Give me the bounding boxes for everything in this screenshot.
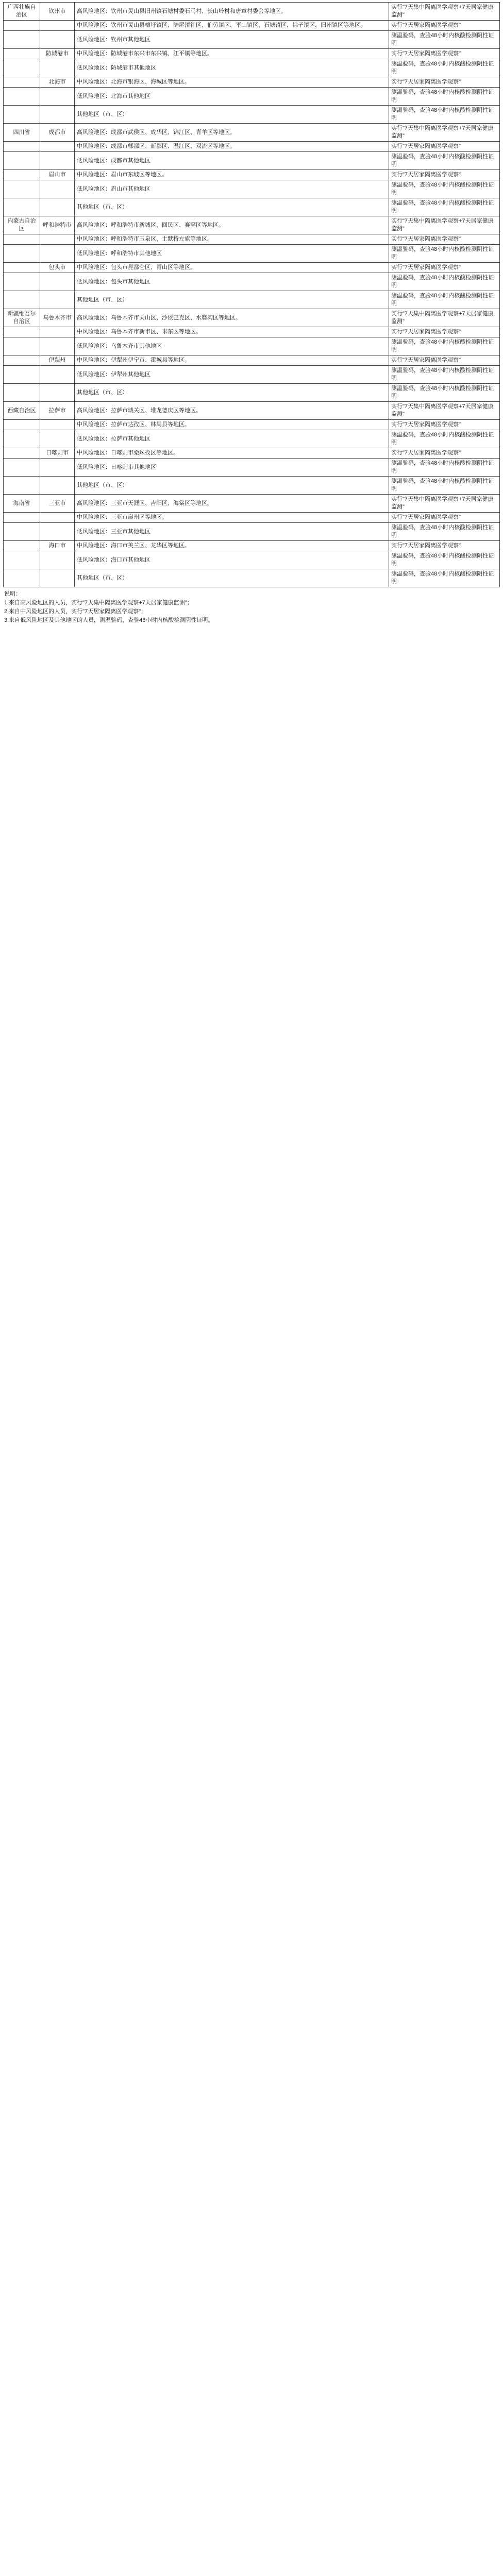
cell-note: 测温验码，查验48小时内核酸检测阴性证明: [389, 384, 500, 402]
risk-table: [3, 2, 500, 587]
table-row: [4, 459, 500, 477]
table-row: [4, 152, 500, 170]
cell-detail: 高风险地区：拉萨市城关区、堆龙德庆区等地区。: [75, 402, 389, 420]
cell-region: 海南省: [4, 495, 40, 513]
cell-region: [4, 106, 40, 124]
cell-note: 测温验码，查验48小时内核酸检测阴性证明: [389, 59, 500, 77]
cell-city: [40, 245, 75, 263]
table-row: [4, 3, 500, 21]
cell-city: [40, 384, 75, 402]
cell-detail: 其他地区（市、区）: [75, 106, 389, 124]
cell-note: 测温验码，查验48小时内核酸检测阴性证明: [389, 459, 500, 477]
cell-note: 实行"7天居家隔离医学观察": [389, 49, 500, 59]
table-row: [4, 513, 500, 523]
cell-note: 测温验码，查验48小时内核酸检测阴性证明: [389, 180, 500, 198]
cell-detail: 中风险地区：伊犁州伊宁市、霍城县等地区。: [75, 355, 389, 366]
cell-city: [40, 551, 75, 569]
cell-city: 北海市: [40, 77, 75, 88]
cell-city: [40, 477, 75, 495]
cell-note: 实行"7天居家隔离医学观察": [389, 355, 500, 366]
cell-city: [40, 366, 75, 384]
table-row: [4, 170, 500, 180]
cell-region: [4, 523, 40, 541]
cell-city: [40, 430, 75, 448]
cell-city: 日喀则市: [40, 448, 75, 459]
cell-note: 实行"7天居家隔离医学观察": [389, 263, 500, 273]
cell-note: 测温验码，查验48小时内核酸检测阴性证明: [389, 551, 500, 569]
cell-note: 实行"7天居家隔离医学观察": [389, 327, 500, 337]
cell-detail: 低风险地区：乌鲁木齐市其他地区: [75, 337, 389, 355]
cell-city: [40, 88, 75, 106]
cell-detail: 中风险地区：成都市郫都区、新都区、温江区、双流区等地区。: [75, 142, 389, 152]
cell-detail: 中风险地区：北海市银海区、海城区等地区。: [75, 77, 389, 88]
cell-detail: 中风险地区：呼和浩特市玉泉区、土默特左旗等地区。: [75, 234, 389, 245]
table-row: [4, 541, 500, 551]
cell-region: [4, 142, 40, 152]
cell-detail: 低风险地区：拉萨市其他地区: [75, 430, 389, 448]
table-row: [4, 142, 500, 152]
table-row: [4, 21, 500, 31]
note-line: 说明：: [4, 591, 21, 597]
table-row: [4, 477, 500, 495]
cell-note: 测温验码，查验48小时内核酸检测阴性证明: [389, 198, 500, 216]
cell-region: [4, 551, 40, 569]
cell-region: [4, 59, 40, 77]
table-row: [4, 569, 500, 587]
cell-note: 实行"7天集中隔离医学观察+7天居家健康监测": [389, 216, 500, 234]
table-row: [4, 31, 500, 49]
cell-region: [4, 31, 40, 49]
cell-note: 测温验码，查验48小时内核酸检测阴性证明: [389, 477, 500, 495]
cell-detail: 低风险地区：日喀则市其他地区: [75, 459, 389, 477]
notes: [3, 587, 502, 629]
cell-detail: 低风险地区：北海市其他地区: [75, 88, 389, 106]
cell-region: [4, 477, 40, 495]
cell-note: 实行"7天居家隔离医学观察": [389, 541, 500, 551]
cell-city: 眉山市: [40, 170, 75, 180]
cell-note: 实行"7天居家隔离医学观察": [389, 234, 500, 245]
cell-note: 实行"7天居家隔离医学观察": [389, 513, 500, 523]
cell-region: [4, 448, 40, 459]
cell-detail: 中风险地区：包头市昆都仑区、青山区等地区。: [75, 263, 389, 273]
table-row: [4, 106, 500, 124]
cell-detail: 中风险地区：三亚市崖州区等地区。: [75, 513, 389, 523]
table-row: [4, 309, 500, 327]
cell-region: 四川省: [4, 124, 40, 142]
cell-city: 三亚市: [40, 495, 75, 513]
cell-detail: 中风险地区：眉山市东坡区等地区。: [75, 170, 389, 180]
cell-city: 防城港市: [40, 49, 75, 59]
cell-region: [4, 337, 40, 355]
cell-region: [4, 21, 40, 31]
cell-region: [4, 291, 40, 309]
cell-city: [40, 327, 75, 337]
cell-city: [40, 523, 75, 541]
cell-note: 测温验码，查验48小时内核酸检测阴性证明: [389, 152, 500, 170]
cell-region: [4, 198, 40, 216]
cell-detail: 低风险地区：成都市其他地区: [75, 152, 389, 170]
table-row: [4, 291, 500, 309]
table-row: [4, 88, 500, 106]
cell-note: 测温验码，查验48小时内核酸检测阴性证明: [389, 273, 500, 291]
cell-city: [40, 180, 75, 198]
cell-city: [40, 198, 75, 216]
table-row: [4, 448, 500, 459]
cell-region: [4, 384, 40, 402]
cell-city: 包头市: [40, 263, 75, 273]
table-row: [4, 495, 500, 513]
cell-city: [40, 459, 75, 477]
cell-region: 新疆维吾尔自治区: [4, 309, 40, 327]
cell-city: [40, 142, 75, 152]
table-row: [4, 263, 500, 273]
table-row: [4, 77, 500, 88]
cell-region: [4, 273, 40, 291]
cell-region: [4, 366, 40, 384]
cell-note: 实行"7天集中隔离医学观察+7天居家健康监测": [389, 124, 500, 142]
cell-detail: 其他地区（市、区）: [75, 198, 389, 216]
cell-region: [4, 180, 40, 198]
cell-detail: 高风险地区：成都市武侯区、成华区、锦江区、青羊区等地区。: [75, 124, 389, 142]
cell-city: 钦州市: [40, 3, 75, 21]
cell-city: [40, 31, 75, 49]
cell-region: 西藏自治区: [4, 402, 40, 420]
table-row: [4, 420, 500, 430]
cell-detail: 高风险地区：呼和浩特市新城区、回民区、赛罕区等地区。: [75, 216, 389, 234]
cell-city: [40, 513, 75, 523]
cell-city: 乌鲁木齐市: [40, 309, 75, 327]
table-row: [4, 234, 500, 245]
table-row: [4, 523, 500, 541]
cell-note: 测温验码，查验48小时内核酸检测阴性证明: [389, 291, 500, 309]
cell-region: [4, 77, 40, 88]
cell-note: 实行"7天居家隔离医学观察": [389, 170, 500, 180]
cell-city: 海口市: [40, 541, 75, 551]
cell-note: 实行"7天集中隔离医学观察+7天居家健康监测": [389, 402, 500, 420]
cell-detail: 低风险地区：伊犁州其他地区: [75, 366, 389, 384]
cell-city: [40, 291, 75, 309]
cell-detail: 中风险地区：日喀则市桑珠孜区等地区。: [75, 448, 389, 459]
cell-region: [4, 420, 40, 430]
note-line: 2.来自中风险地区的人员，实行"7天居家隔离医学观察"；: [4, 608, 147, 615]
table-row: [4, 551, 500, 569]
cell-region: [4, 569, 40, 587]
cell-city: 拉萨市: [40, 402, 75, 420]
cell-city: [40, 337, 75, 355]
cell-city: 成都市: [40, 124, 75, 142]
cell-detail: 低风险地区：呼和浩特市其他地区: [75, 245, 389, 263]
table-row: [4, 216, 500, 234]
cell-note: 实行"7天居家隔离医学观察": [389, 21, 500, 31]
cell-detail: 高风险地区：钦州市灵山县旧州镇石塘村委石马村、长山岭村和唐章村委会等地区。: [75, 3, 389, 21]
table-row: [4, 327, 500, 337]
cell-note: 测温验码，查验48小时内核酸检测阴性证明: [389, 337, 500, 355]
cell-note: 实行"7天居家隔离医学观察": [389, 448, 500, 459]
page: [0, 0, 503, 629]
cell-note: 测温验码，查验48小时内核酸检测阴性证明: [389, 88, 500, 106]
cell-note: 实行"7天集中隔离医学观察+7天居家健康监测": [389, 495, 500, 513]
cell-region: [4, 355, 40, 366]
cell-city: [40, 569, 75, 587]
table-row: [4, 337, 500, 355]
cell-city: [40, 21, 75, 31]
cell-detail: 高风险地区：三亚市天涯区、吉阳区、海棠区等地区。: [75, 495, 389, 513]
cell-city: [40, 106, 75, 124]
cell-city: [40, 234, 75, 245]
note-line: 1.来自高风险地区的人员，实行"7天集中隔离医学观察+7天居家健康监测"；: [4, 600, 193, 606]
cell-region: [4, 513, 40, 523]
cell-detail: 低风险地区：眉山市其他地区: [75, 180, 389, 198]
cell-detail: 中风险地区：防城港市东兴市东兴镇、江平镇等地区。: [75, 49, 389, 59]
cell-region: [4, 327, 40, 337]
cell-detail: 中风险地区：拉萨市达孜区、林周县等地区。: [75, 420, 389, 430]
cell-city: [40, 273, 75, 291]
cell-detail: 低风险地区：三亚市其他地区: [75, 523, 389, 541]
cell-note: 测温验码，查验48小时内核酸检测阴性证明: [389, 569, 500, 587]
cell-region: [4, 541, 40, 551]
table-row: [4, 402, 500, 420]
cell-detail: 高风险地区：乌鲁木齐市天山区、沙依巴克区、水磨沟区等地区。: [75, 309, 389, 327]
cell-region: [4, 234, 40, 245]
cell-city: [40, 420, 75, 430]
cell-region: [4, 459, 40, 477]
cell-region: 广西壮族自治区: [4, 3, 40, 21]
cell-note: 实行"7天集中隔离医学观察+7天居家健康监测": [389, 3, 500, 21]
cell-detail: 中风险地区：钦州市灵山县檀圩镇区、陆屋镇社区、伯劳镇区、平山镇区、石塘镇区、佛子镇区、旧州镇区等地区。: [75, 21, 389, 31]
cell-detail: 其他地区（市、区）: [75, 569, 389, 587]
cell-detail: 中风险地区：海口市美兰区、龙华区等地区。: [75, 541, 389, 551]
cell-detail: 其他地区（市、区）: [75, 477, 389, 495]
cell-detail: 低风险地区：防城港市其他地区: [75, 59, 389, 77]
cell-note: 测温验码，查验48小时内核酸检测阴性证明: [389, 106, 500, 124]
cell-note: 测温验码，查验48小时内核酸检测阴性证明: [389, 245, 500, 263]
cell-city: 伊犁州: [40, 355, 75, 366]
table-row: [4, 366, 500, 384]
cell-region: [4, 263, 40, 273]
table-row: [4, 384, 500, 402]
cell-city: [40, 152, 75, 170]
cell-note: 实行"7天居家隔离医学观察": [389, 77, 500, 88]
cell-note: 测温验码，查验48小时内核酸检测阴性证明: [389, 366, 500, 384]
table-row: [4, 124, 500, 142]
cell-note: 测温验码，查验48小时内核酸检测阴性证明: [389, 31, 500, 49]
table-row: [4, 180, 500, 198]
cell-note: 实行"7天居家隔离医学观察": [389, 142, 500, 152]
cell-city: 呼和浩特市: [40, 216, 75, 234]
table-row: [4, 273, 500, 291]
note-line: 3.来自低风险地区及其他地区的人员，测温验码，查验48小时内核酸检测阴性证明。: [4, 617, 214, 623]
cell-detail: 低风险地区：钦州市其他地区: [75, 31, 389, 49]
cell-detail: 低风险地区：包头市其他地区: [75, 273, 389, 291]
cell-detail: 中风险地区：乌鲁木齐市新市区、米东区等地区。: [75, 327, 389, 337]
cell-region: [4, 49, 40, 59]
cell-detail: 低风险地区：海口市其他地区: [75, 551, 389, 569]
cell-region: [4, 170, 40, 180]
cell-region: 内蒙古自治区: [4, 216, 40, 234]
cell-region: [4, 152, 40, 170]
cell-note: 测温验码，查验48小时内核酸检测阴性证明: [389, 523, 500, 541]
cell-region: [4, 88, 40, 106]
table-row: [4, 59, 500, 77]
cell-detail: 其他地区（市、区）: [75, 291, 389, 309]
table-row: [4, 245, 500, 263]
cell-detail: 其他地区（市、区）: [75, 384, 389, 402]
table-row: [4, 430, 500, 448]
table-row: [4, 198, 500, 216]
cell-note: 实行"7天居家隔离医学观察": [389, 420, 500, 430]
cell-region: [4, 430, 40, 448]
cell-note: 测温验码，查验48小时内核酸检测阴性证明: [389, 430, 500, 448]
table-row: [4, 355, 500, 366]
table-row: [4, 49, 500, 59]
cell-note: 实行"7天集中隔离医学观察+7天居家健康监测": [389, 309, 500, 327]
cell-city: [40, 59, 75, 77]
cell-region: [4, 245, 40, 263]
